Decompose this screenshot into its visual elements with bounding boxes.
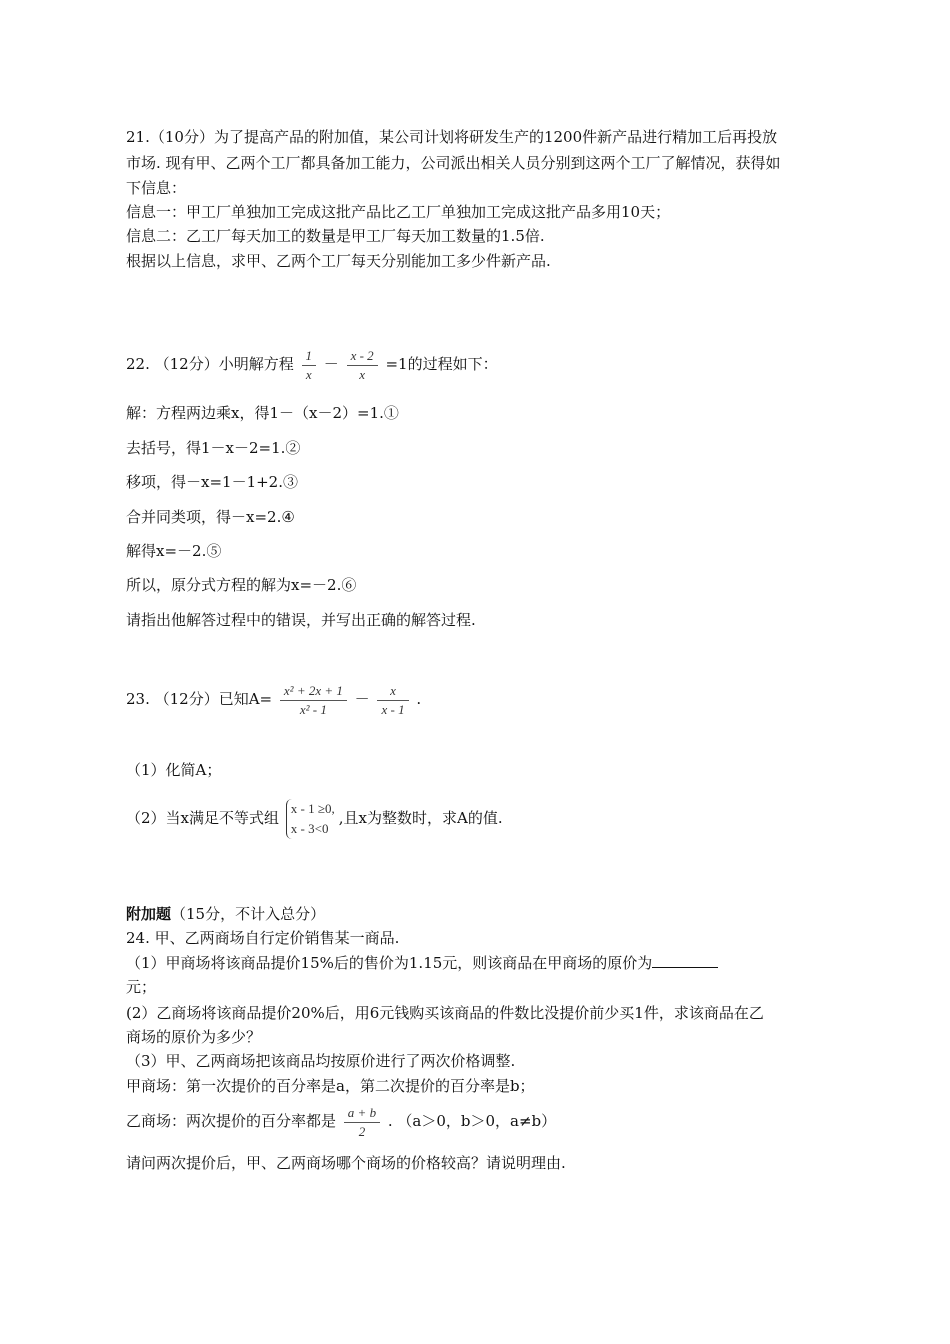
q23-part2-prefix: （2）当x满足不等式组 [126, 809, 280, 827]
bonus-heading [126, 903, 325, 925]
q24-part3: （3）甲、乙两商场把该商品均按原价进行了两次价格调整. [126, 1052, 516, 1070]
q21-info2: 信息二：乙工厂每天加工的数量是甲工厂每天加工数量的1.5倍. [126, 227, 545, 245]
q24-yi-prefix: 乙商场：两次提价的百分率都是 [126, 1112, 337, 1130]
q23-part2 [126, 796, 503, 840]
q22-frac1-denominator: x [305, 366, 312, 382]
bonus-title-note: （15分，不计入总分） [171, 905, 326, 923]
q22-prefix: 22. （12分）小明解方程 [126, 355, 294, 373]
q24-yi-denominator: 2 [358, 1123, 366, 1139]
q22-step4: 合并同类项，得－x=2.④ [126, 508, 295, 526]
q24-question: 请问两次提价后，甲、乙两商场哪个商场的价格较高？请说明理由. [126, 1154, 566, 1172]
q22-statement [126, 344, 498, 384]
q24-intro: 24. 甲、乙两商场自行定价销售某一商品. [126, 929, 400, 947]
q23-inequality-2: x - 3<0 [290, 821, 329, 836]
q24-yi-market [126, 1101, 556, 1141]
q21-line2: 市场. 现有甲、乙两个工厂都具备加工能力，公司派出相关人员分别到这两个工厂了解情况，获得如 [126, 154, 781, 172]
q22-frac1-numerator: 1 [302, 348, 317, 366]
q24-part1-unit: 元； [126, 978, 157, 996]
q21-question: 根据以上信息，求甲、乙两个工厂每天分别能加工多少件新产品. [126, 252, 551, 270]
q23-frac1-numerator: x² + 2x + 1 [280, 683, 347, 701]
q23-inequality-1: x - 1 ≥0, [290, 801, 335, 816]
q21-info1: 信息一：甲工厂单独加工完成这批产品比乙工厂单独加工完成这批产品多用10天； [126, 203, 671, 221]
q22-frac2-numerator: x - 2 [347, 348, 378, 366]
q23-part2-suffix: ,且x为整数时，求A的值. [338, 809, 503, 827]
q23-minus: － [354, 690, 370, 708]
q22-fraction-1 [302, 348, 317, 383]
q23-prefix: 23. （12分）已知A= [126, 690, 273, 708]
q24-yi-numerator: a + b [344, 1105, 380, 1123]
q23-frac2-numerator: x [377, 683, 408, 701]
q23-inequality-system [286, 799, 339, 839]
q23-frac2-denominator: x - 1 [381, 701, 405, 717]
q24-part2-line1: (2）乙商场将该商品提价20%后，用6元钱购买该商品的件数比没提价前少买1件，求该商品在乙 [126, 1004, 764, 1022]
answer-blank[interactable] [652, 953, 718, 968]
q22-minus: － [323, 355, 339, 373]
bonus-title: 附加题 [126, 905, 172, 923]
q24-yi-suffix: . （a＞0，b＞0，a≠b） [387, 1112, 557, 1130]
q23-fraction-2 [377, 683, 408, 718]
q21-line3: 下信息： [126, 179, 187, 197]
q22-question: 请指出他解答过程中的错误，并写出正确的解答过程. [126, 611, 476, 629]
q23-frac1-denominator: x² - 1 [299, 701, 327, 717]
q23-statement [126, 677, 421, 721]
q24-part1-text: （1）甲商场将该商品提价15%后的售价为1.15元，则该商品在甲商场的原价为 [126, 954, 653, 972]
q22-frac2-denominator: x [359, 366, 366, 382]
q22-fraction-2 [347, 348, 378, 383]
q24-yi-fraction [344, 1105, 380, 1140]
q22-step5: 解得x=－2.⑤ [126, 542, 222, 560]
q24-part2-line2: 商场的原价为多少？ [126, 1028, 262, 1046]
q22-suffix: =1的过程如下： [385, 355, 498, 373]
q22-step1: 解：方程两边乘x，得1－（x－2）=1.① [126, 404, 399, 422]
q23-part1: （1）化简A； [126, 761, 222, 779]
q22-step6: 所以，原分式方程的解为x=－2.⑥ [126, 576, 357, 594]
q24-jia-market: 甲商场：第一次提价的百分率是a，第二次提价的百分率是b； [126, 1077, 535, 1095]
q23-fraction-1 [280, 683, 347, 718]
q22-step3: 移项，得－x=1－1+2.③ [126, 473, 298, 491]
q24-part1 [126, 952, 718, 974]
q22-step2: 去括号，得1－x－2=1.② [126, 439, 301, 457]
q23-end: . [416, 690, 422, 708]
q21-line1: 21.（10分）为了提高产品的附加值，某公司计划将研发生产的1200件新产品进行精加工后再投放 [126, 128, 778, 146]
